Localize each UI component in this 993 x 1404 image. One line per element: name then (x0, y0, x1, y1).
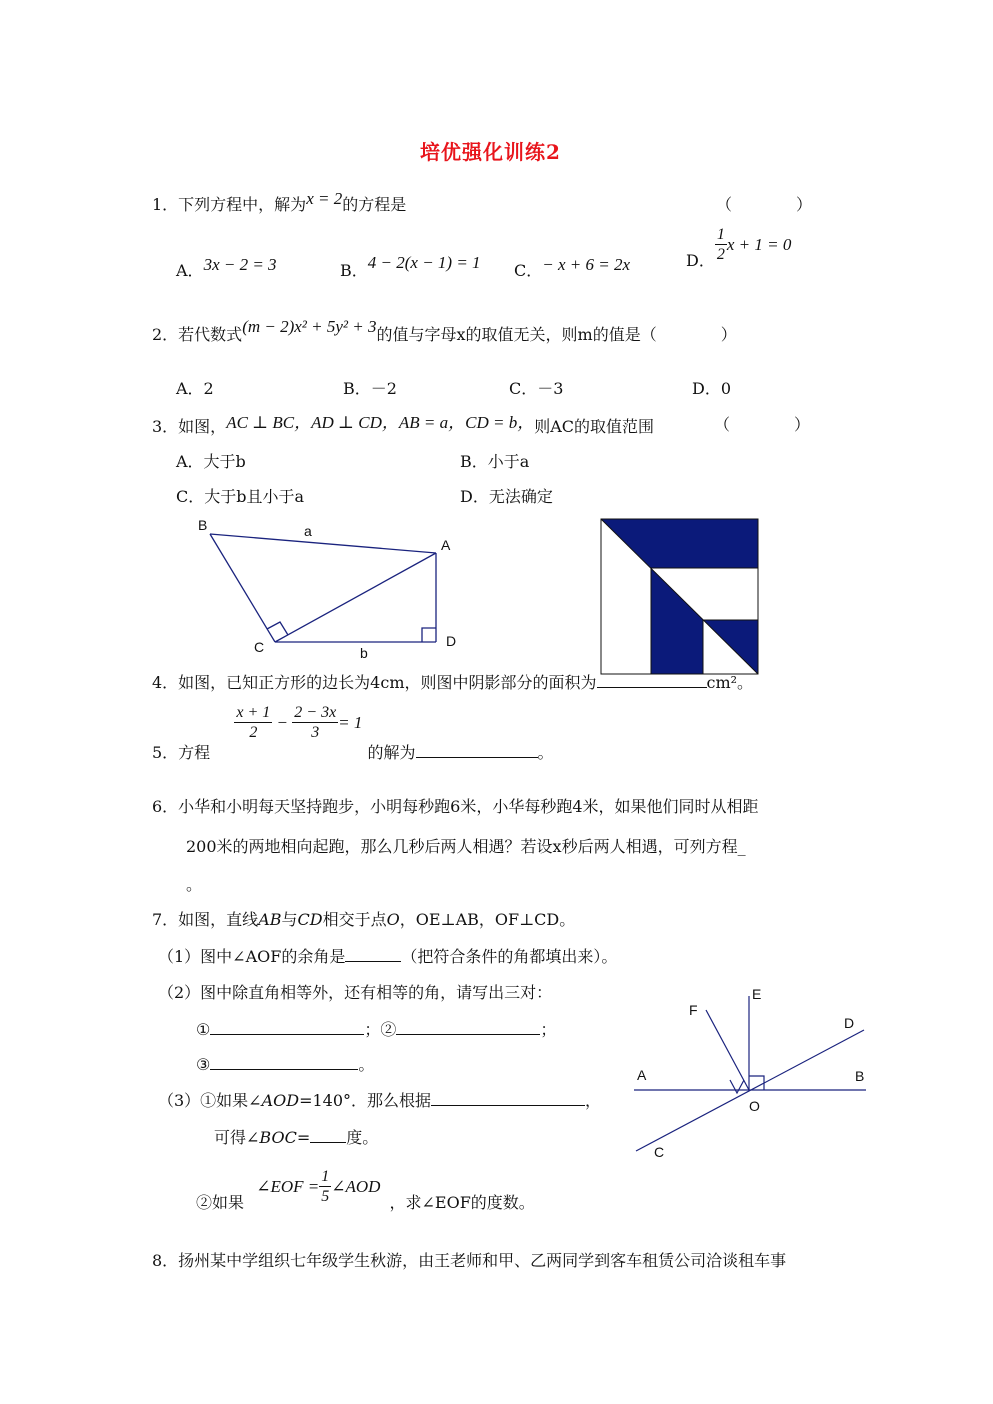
page-title: 培优强化训练2 (420, 140, 561, 164)
q5-fraction-2 (292, 704, 338, 743)
q7-p3c-denominator: 5 (321, 1188, 330, 1205)
q7-aod: AOD (261, 1091, 300, 1110)
q7-blank-2[interactable] (396, 1020, 540, 1035)
q7-part-2-blanks-row1 (196, 1017, 556, 1040)
q1-answer-paren: （ ） (716, 195, 813, 214)
right-angle-mark-d (422, 628, 436, 642)
q7-c3: ③ (196, 1055, 211, 1074)
q3-stem-pre: 3．如图， (152, 417, 227, 436)
q7-p1-post: （把符合条件的角都填出来）。 (401, 947, 618, 966)
q5-end: 。 (537, 743, 554, 762)
q7-p3c-post: ，求∠EOF的度数。 (389, 1193, 535, 1212)
q2-option-b[interactable]: B．－2 (343, 379, 397, 398)
q4-unit: cm²。 (706, 673, 754, 692)
q5-numerator-1: x + 1 (236, 704, 271, 721)
q7-p3b-mid: = (296, 1128, 311, 1147)
label-d: D (446, 633, 457, 649)
q5-denominator-1: 2 (249, 724, 258, 741)
question-8: 8．扬州某中学组织七年级学生秋游，由王老师和甲、乙两同学到客车租赁公司洽谈租车事 (152, 1251, 787, 1270)
q2-stem-pre: 2．若代数式 (152, 325, 243, 344)
q1-stem-post: 的方程是 (342, 195, 407, 214)
q7-p3b-pre: 可得∠ (214, 1128, 260, 1147)
question-5: 5．方程 $\frac{x + 1}{2}$ − $\frac{2 - 3x}{3}$ = 1 的解为 。 (152, 704, 554, 762)
q1-d-denominator: 2 (716, 246, 725, 263)
q7-stem-b: 与 (281, 910, 298, 929)
q3-stem-post: 则AC的取值范围 (534, 417, 655, 436)
q5-post: 的解为 (367, 743, 416, 762)
q1-c-math: − x + 6 = 2x (542, 255, 631, 274)
segment-ca (275, 553, 436, 642)
question-2-stem (152, 317, 737, 345)
q7-cd: CD (297, 910, 323, 929)
label-c: C (254, 639, 265, 655)
question-4 (152, 670, 753, 693)
figure-q4-square (598, 516, 763, 678)
q7-p3c-numerator: 1 (321, 1168, 330, 1185)
question-3-stem (152, 412, 654, 437)
q4-text: 4．如图，已知正方形的边长为4cm，则图中阴影部分的面积为 (152, 673, 597, 692)
q1-option-a[interactable] (176, 255, 277, 281)
q1-option-b[interactable] (340, 253, 481, 281)
q7-p3c-rhs: ∠AOD (331, 1177, 381, 1196)
q6-line-2: 200米的两地相向起跑，那么几秒后两人相遇？若设x秒后两人相遇，可列方程_ (186, 837, 746, 856)
q1-c-label: C． (514, 261, 543, 280)
q1-a-label: A． (176, 261, 204, 280)
q2-stem-math: (m − 2)x² + 5y² + 3 (242, 317, 377, 336)
figure-q3-quadrilateral (190, 512, 470, 662)
label-d: D (844, 1015, 855, 1031)
q1-b-label: B． (340, 261, 368, 280)
q3-option-c[interactable]: C．大于b且小于a (176, 487, 305, 506)
label-f: F (689, 1002, 698, 1018)
label-o: O (749, 1098, 760, 1114)
shaded-top (601, 519, 758, 568)
label-side-a: a (304, 523, 312, 539)
q7-part-2: （2）图中除直角相等外，还有相等的角，请写出三对： (158, 983, 553, 1002)
q7-c1: ① (196, 1020, 211, 1039)
q7-c3-end: 。 (358, 1055, 375, 1074)
right-angle-mark-eob (749, 1076, 764, 1090)
q3-option-b[interactable]: B．小于a (460, 452, 530, 471)
q7-p3c-fraction (319, 1168, 331, 1207)
q5-answer-blank[interactable] (416, 743, 538, 758)
question-1-stem (152, 189, 407, 215)
label-a: A (637, 1067, 647, 1083)
q7-stem-d: ，OE⊥AB，OF⊥CD。 (399, 910, 576, 929)
label-a-point: A (441, 537, 451, 553)
q5-fraction-1 (234, 704, 272, 743)
q7-stem-a: 7．如图，直线 (152, 910, 259, 929)
q7-part-3-line-1 (158, 1088, 601, 1111)
q2-option-c[interactable]: C．－3 (509, 379, 564, 398)
q1-stem-pre: 1．下列方程中，解为 (152, 195, 307, 214)
segment-ab (210, 534, 436, 553)
q7-stem-c: 相交于点 (322, 910, 387, 929)
q1-d-math: x + 1 = 0 (726, 235, 792, 254)
q7-c2: ；② (364, 1020, 397, 1039)
q1-d-fraction (715, 226, 727, 265)
q5-pre: 5．方程 (152, 743, 211, 762)
q7-p1-blank[interactable] (345, 947, 401, 962)
ray-of (706, 1010, 749, 1090)
q4-answer-blank[interactable] (597, 673, 707, 688)
shaded-left-column (651, 568, 703, 674)
q1-d-label: D． (686, 251, 715, 270)
q7-p3-blank-reason[interactable] (431, 1091, 585, 1106)
q7-p3c-lhs: ∠EOF = (256, 1177, 320, 1196)
label-b: B (198, 517, 208, 533)
q7-blank-1[interactable] (210, 1020, 364, 1035)
q7-p3-end: ， (585, 1091, 602, 1110)
q7-boc: BOC (259, 1128, 297, 1147)
q3-option-a[interactable]: A．大于b (176, 452, 246, 471)
q2-stem-post: 的值与字母x的取值无关，则m的值是（ ） (376, 325, 737, 344)
label-c: C (654, 1144, 665, 1160)
label-b: B (855, 1068, 865, 1084)
q1-option-c[interactable] (514, 255, 631, 281)
q1-option-d[interactable] (686, 226, 792, 270)
q7-p3-pre: （3）①如果∠ (158, 1091, 262, 1110)
label-side-b: b (360, 645, 368, 661)
question-7-stem (152, 907, 575, 930)
q5-numerator-2: 2 − 3x (294, 704, 337, 721)
q3-option-d[interactable]: D．无法确定 (460, 487, 553, 506)
label-e: E (752, 986, 762, 1002)
q1-d-numerator: 1 (716, 226, 725, 243)
q1-stem-math: x = 2 (306, 189, 343, 208)
q7-c2-end: ； (540, 1020, 557, 1039)
q7-part-3-line-2 (214, 1125, 378, 1148)
q7-p3c-pre: ②如果 (196, 1193, 245, 1212)
figure-q7-lines (626, 980, 872, 1166)
q1-b-math: 4 − 2(x − 1) = 1 (367, 253, 481, 272)
q1-a-math: 3x − 2 = 3 (203, 255, 277, 274)
q7-blank-3[interactable] (210, 1055, 358, 1070)
q7-p3-mid: =140°．那么根据 (299, 1091, 432, 1110)
right-angle-mark-fod (730, 1080, 744, 1093)
q3-answer-paren: （ ） (714, 415, 811, 434)
q7-p3-blank-degree[interactable] (310, 1128, 346, 1143)
q5-denominator-2: 3 (311, 724, 320, 741)
q7-ab: AB (258, 910, 282, 929)
q7-p3b-post: 度。 (346, 1128, 379, 1147)
q6-line-3: 。 (186, 875, 203, 894)
q7-part-1 (158, 944, 617, 967)
segment-bc (210, 534, 275, 642)
q7-part-3-line-3 (196, 1168, 535, 1212)
q7-o: O (386, 910, 400, 929)
q5-rhs: = 1 (338, 713, 363, 732)
q6-line-1: 6．小华和小明每天坚持跑步，小明每秒跑6米，小华每秒跑4米，如果他们同时从相距 (152, 797, 759, 816)
q3-stem-math: AC ⊥ BC，AD ⊥ CD，AB = a，CD = b， (226, 413, 535, 432)
q2-option-a[interactable]: A．2 (176, 379, 214, 398)
q2-option-d[interactable]: D．0 (692, 379, 732, 398)
q7-part-2-blanks-row2 (196, 1052, 374, 1075)
q7-p1-pre: （1）图中∠AOF的余角是 (158, 947, 346, 966)
